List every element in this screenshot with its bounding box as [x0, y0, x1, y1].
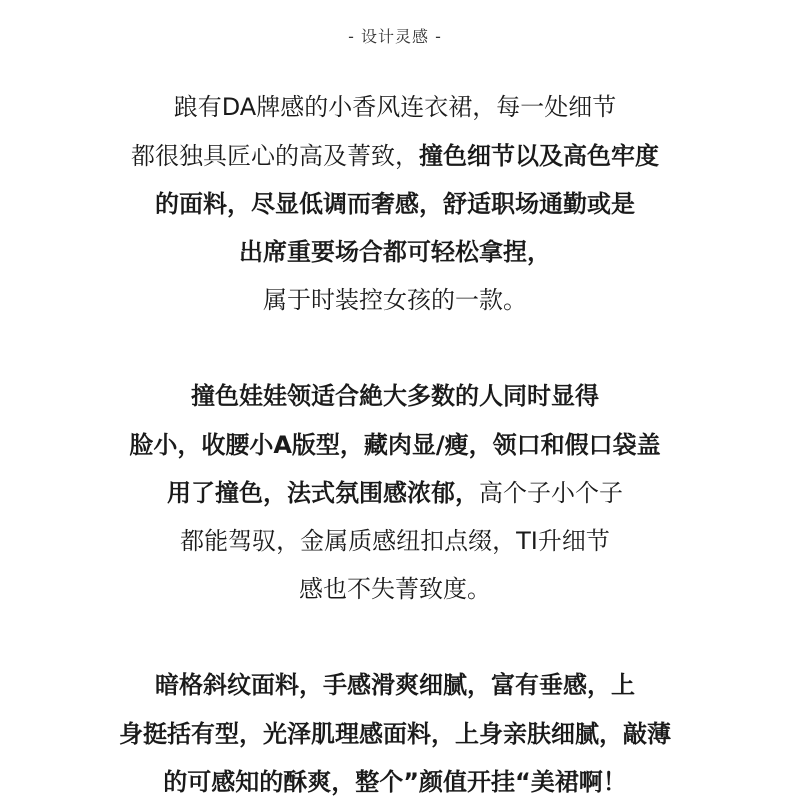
text-line	[0, 526, 790, 556]
text-segment: 属于时装控女孩的一款。	[263, 286, 527, 314]
text-segment: 踉有DA牌感的小香风连衣裙，每一处细节	[173, 93, 617, 121]
text-line	[0, 767, 790, 797]
text-segment-bold: 暗格斜纹面料，手感滑爽细腻，富有垂感，上	[155, 671, 635, 699]
text-segment-bold: 撞色娃娃领适合絶大多数的人同时显得	[191, 382, 599, 410]
section-header: - 设计灵感 -	[348, 27, 442, 46]
text-segment-bold: 的面料，尽显低调而奢感，舒适职场通勤或是	[155, 190, 635, 218]
text-line	[0, 670, 790, 700]
text-segment: 高个子小个子	[479, 479, 623, 507]
text-line	[0, 237, 790, 267]
text-line	[0, 189, 790, 219]
text-line	[0, 285, 790, 315]
text-line	[0, 478, 790, 508]
text-line	[0, 141, 790, 171]
text-segment: 都很独具匠心的高及菁致，	[131, 142, 419, 170]
text-segment: 都能驾驭，金属质感纽扣点缀，TI升细节	[180, 527, 610, 555]
text-segment-bold: 撞色细节以及高色牢度	[419, 142, 659, 170]
text-line	[0, 719, 790, 749]
text-segment: 感也不失菁致度。	[299, 575, 491, 603]
text-line	[0, 430, 790, 460]
text-line	[0, 92, 790, 122]
text-line	[0, 381, 790, 411]
text-segment-bold: 脸小，收腰小A版型，藏肉显/瘦，领口和假口袋盖	[129, 431, 661, 459]
text-segment-bold: 的可感知的酥爽，整个”颜值开挂“美裙啊！	[163, 768, 627, 796]
text-line	[0, 574, 790, 604]
text-segment-bold: 用了撞色，法式氛围感浓郁，	[167, 479, 479, 507]
text-segment-bold: 出席重要场合都可轻松拿捏，	[239, 238, 551, 266]
text-segment-bold: 身挺括有型，光泽肌理感面料，上身亲肤细腻，敲薄	[119, 720, 671, 748]
